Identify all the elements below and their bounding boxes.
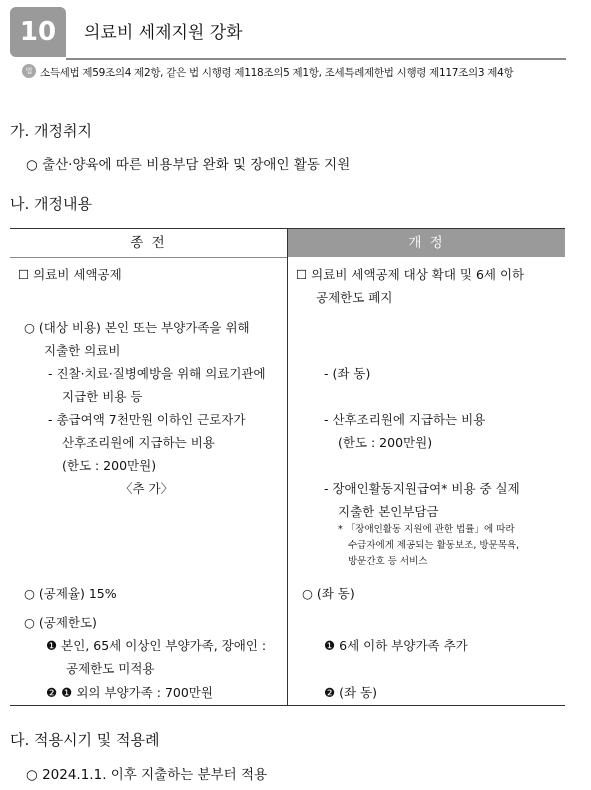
right-item: ○ (좌 동)	[302, 586, 355, 601]
table-bottom-border	[10, 705, 565, 706]
left-item: ❶ 본인, 65세 이상인 부양가족, 장애인 :	[46, 638, 267, 653]
right-item: ☐ 의료비 세액공제 대상 확대 및 6세 이하	[296, 267, 525, 282]
right-footnote: 방문간호 등 서비스	[348, 556, 428, 567]
left-item: - 진찰·치료·질병예방을 위해 의료기관에	[48, 366, 266, 381]
law-reference: 소득세법 제59조의4 제2항, 같은 법 시행령 제118조의5 제1항, 조세특례제한법 시행령 제117조의3 제4항	[40, 67, 514, 79]
heading-changes: 나. 개정내용	[10, 195, 92, 213]
table-header-after	[288, 229, 565, 257]
right-footnote: * 「장애인활동 지원에 관한 법률」에 따라	[338, 524, 515, 535]
left-item: ❷ ❶ 외의 부양가족 : 700만원	[46, 685, 213, 700]
page-title: 의료비 세제지원 강화	[84, 23, 243, 43]
right-item: - 장애인활동지원급여* 비용 중 실제	[324, 481, 520, 496]
left-item: ○ (공제한도)	[24, 615, 97, 630]
left-item: (한도 : 200만원)	[62, 458, 157, 473]
law-badge-icon: 법	[22, 64, 36, 78]
left-item: 산후조리원에 지급하는 비용	[62, 435, 215, 450]
left-item: 지출한 의료비	[44, 343, 121, 358]
left-item: ☐ 의료비 세액공제	[18, 267, 122, 282]
right-item: ❶ 6세 이하 부양가족 추가	[324, 638, 468, 653]
left-item: 〈추 가〉	[120, 481, 174, 496]
heading-purpose: 가. 개정취지	[10, 122, 92, 140]
effective-date-bullet: ○ 2024.1.1. 이후 지출하는 분부터 적용	[26, 767, 268, 783]
header-after-label: 개 정	[408, 235, 445, 251]
left-item: ○ (대상 비용) 본인 또는 부양가족을 위해	[24, 320, 250, 335]
right-item: ❷ (좌 동)	[324, 685, 378, 700]
title-divider	[66, 58, 566, 60]
left-item: 지급한 비용 등	[62, 389, 143, 404]
right-item: 지출한 본인부담금	[338, 504, 439, 519]
table-header-before	[10, 229, 287, 258]
left-item: 공제한도 미적용	[66, 661, 155, 676]
purpose-bullet: ○ 출산·양육에 따른 비용부담 완화 및 장애인 활동 지원	[26, 157, 351, 173]
heading-effective-date: 다. 적용시기 및 적용례	[10, 731, 160, 749]
right-item: - 산후조리원에 지급하는 비용	[324, 412, 486, 427]
header-before-label: 종 전	[130, 235, 167, 251]
right-item: (한도 : 200만원)	[338, 435, 433, 450]
left-item: - 총급여액 7천만원 이하인 근로자가	[48, 412, 246, 427]
section-number-badge: 10	[10, 7, 66, 57]
right-item: - (좌 동)	[324, 366, 371, 381]
left-item: ○ (공제율) 15%	[24, 586, 117, 601]
right-item: 공제한도 폐지	[316, 290, 393, 305]
right-footnote: 수급자에게 제공되는 활동보조, 방문목욕,	[348, 540, 520, 551]
table-column-divider	[287, 229, 288, 706]
